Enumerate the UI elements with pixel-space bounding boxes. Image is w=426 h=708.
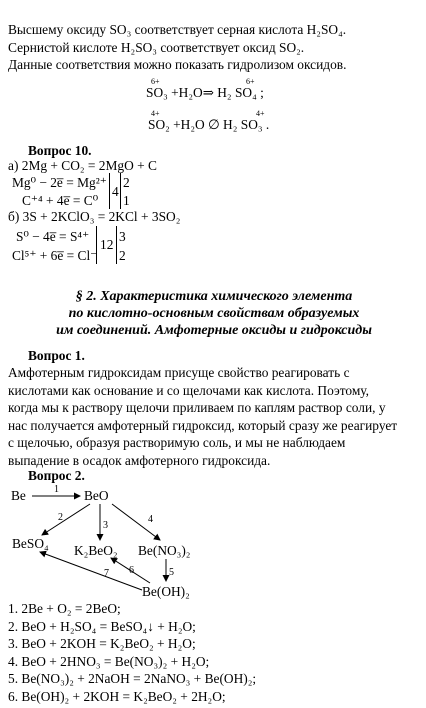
reactions-list: [8, 600, 256, 706]
q10-a-divider-2: [120, 173, 121, 209]
q10-a-equation: а) 2Mg + CO₂ = 2MgO + C: [8, 158, 157, 173]
arrow-label-6: 6: [129, 565, 134, 576]
q10-a-half-reaction-1: Mg⁰ − 2e̅ = Mg²⁺: [12, 175, 107, 190]
reaction-6: 6. Be(OH)₂ + 2KOH = K₂BeO₂ + 2H₂O;: [8, 688, 226, 704]
node-be-oh-2: Be(OH)₂: [142, 584, 190, 599]
q10-b-coef-2: 2: [119, 248, 126, 263]
q10-b-coef-1: 3: [119, 229, 126, 244]
arrow-label-2: 2: [58, 512, 63, 523]
arrow-label-1: 1: [54, 484, 59, 495]
q10-a-half-reaction-2: C⁺⁴ + 4e̅ = C⁰: [22, 193, 99, 208]
q10-b-half-reaction-1: S⁰ − 4e̅ = S⁴⁺: [16, 229, 90, 244]
arrow-2: [42, 504, 90, 535]
question-1-title: Вопрос 1.: [28, 348, 85, 363]
intro-line-3: Данные соответствия можно показать гидролизом оксидов.: [8, 57, 347, 72]
section-heading-line-2: по кислотно-основным свойствам образуемых: [68, 306, 360, 321]
eq2-oxidation-right: 4+: [256, 109, 265, 118]
reaction-5: 5. Be(NO₃)₂ + 2NaOH = 2NaNO₃ + Be(OH)₂;: [8, 671, 257, 687]
node-beo: BeO: [84, 488, 109, 503]
arrow-label-5: 5: [169, 567, 174, 578]
q1-line-2: кислотами как основание и со щелочами как кислота. Поэтому,: [8, 382, 369, 398]
q10-b-lcm: 12: [100, 237, 114, 252]
q10-a-coef-2: 1: [123, 193, 130, 208]
intro-line-1: Высшему оксиду SO₃ соответствует серная кислота H₂SO₄.: [8, 22, 347, 37]
arrow-label-3: 3: [103, 520, 108, 531]
q10-b-divider-2: [116, 226, 117, 264]
node-be: Be: [11, 488, 26, 503]
q10-b-divider-1: [96, 226, 97, 264]
q1-line-1: Амфотерным гидроксидам присуще свойство реагировать с: [8, 365, 350, 380]
reaction-4: 4. BeO + 2HNO₃ = Be(NO₃)₂ + H₂O;: [8, 653, 210, 669]
node-be-no3-2: Be(NO₃)₂: [138, 543, 191, 558]
q10-b-half-reaction-2: Cl⁵⁺ + 6e̅ = Cl⁻: [12, 248, 98, 263]
question-2-title: Вопрос 2.: [28, 468, 85, 483]
q1-line-3: когда мы к раствору щелочи приливаем по каплям раствор соли, у: [8, 400, 386, 416]
reaction-1: 1. 2Be + O₂ = 2BeO;: [8, 601, 121, 616]
reaction-3: 3. BeO + 2KOH = K₂BeO₂ + H₂O;: [8, 636, 196, 652]
question-10-title: Вопрос 10.: [28, 143, 92, 158]
q10-a-coef-1: 2: [123, 175, 130, 190]
section-heading: [8, 288, 420, 339]
q1-line-5: с щелочью, образуя растворимую соль, и мы не наблюдаем: [8, 435, 346, 451]
eq1-oxidation-left: 6+: [151, 77, 160, 86]
q10-a-lcm: 4: [112, 184, 119, 199]
beryllium-transformation-scheme: [8, 482, 208, 600]
arrow-label-7: 7: [104, 568, 109, 579]
arrow-label-4: 4: [148, 514, 153, 525]
eq2-oxidation-left: 4+: [151, 109, 160, 118]
q1-line-4: нас получается амфотерный гидроксид, который сразу же реагирует: [8, 417, 398, 433]
question-1-answer: [8, 364, 397, 470]
section-heading-line-3: им соединений. Амфотерные оксиды и гидроксиды: [56, 323, 372, 338]
intro-line-2: Сернистой кислоте H₂SO₃ соответствует оксид SO₂.: [8, 40, 305, 55]
hydrolysis-equation-2: SO₂ +H₂O ∅ H₂ SO₃ .: [148, 117, 270, 132]
q10-a-divider-1: [109, 173, 110, 209]
node-beso4: BeSO₄: [12, 536, 49, 551]
reaction-2: 2. BeO + H₂SO₄ = BeSO₄↓ + H₂O;: [8, 618, 196, 634]
q10-b-equation: б) 3S + 2KClO₃ = 2KCl + 3SO₂: [8, 209, 181, 224]
hydrolysis-equation-1: SO₃ +H₂O⇒ H₂ SO₄ ;: [146, 85, 264, 100]
q1-line-6: выпадение в осадок амфотерного гидроксида.: [8, 452, 271, 468]
node-k2beo2: K₂BeO₂: [74, 543, 118, 558]
section-heading-line-1: § 2. Характеристика химического элемента: [75, 289, 353, 304]
eq1-oxidation-right: 6+: [246, 77, 255, 86]
